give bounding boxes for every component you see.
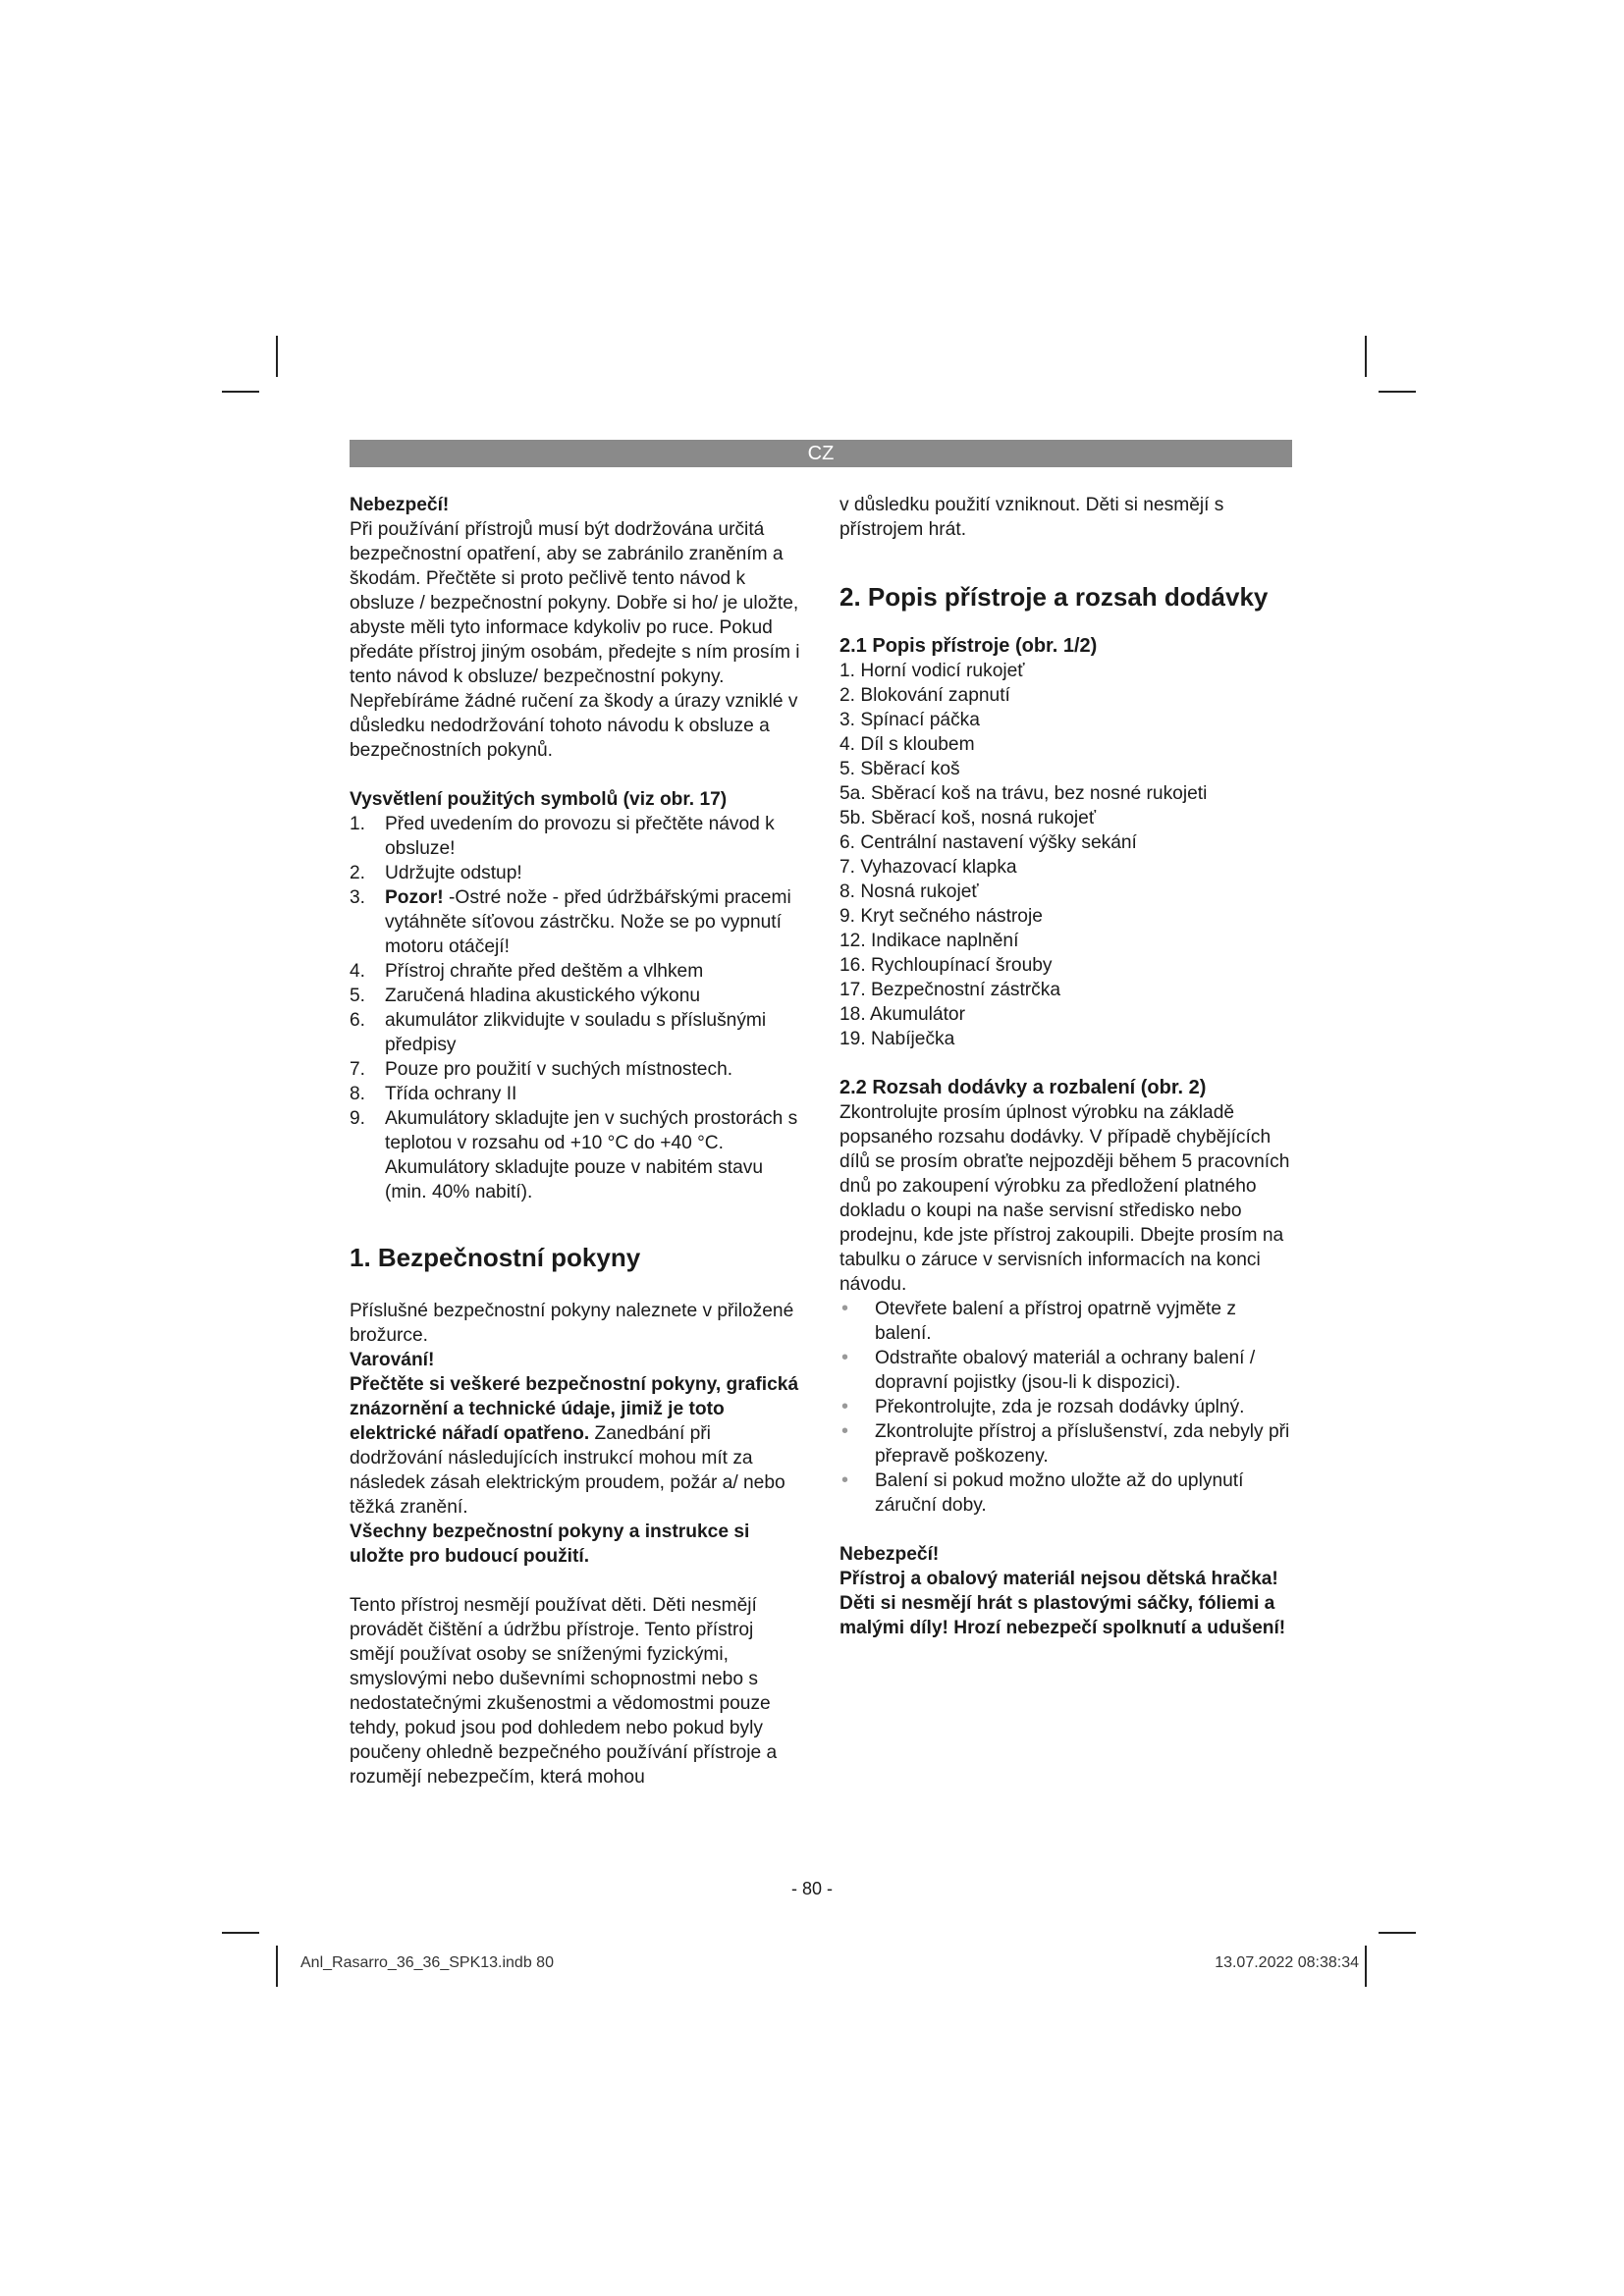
symbol-text: Pouze pro použití v suchých místnostech. xyxy=(385,1059,733,1080)
symbol-number: 1. xyxy=(350,814,366,834)
part-item: 4. Díl s kloubem xyxy=(839,734,975,755)
part-item: 2. Blokování zapnutí xyxy=(839,685,1010,706)
part-item: 7. Vyhazovací klapka xyxy=(839,857,1017,878)
subsection-2-2-text: Zkontrolujte prosím úplnost výrobku na základě popsaného rozsahu dodávky. V případě chybějících dílů se prosím obraťte nejpozději během 5 pracovních dnů po zakoupení výrobku za předložení platného dokladu o koupi na naše servisní středisko nebo prodejnu, kde jste přístroj zakoupili. Dbejte prosím na tabulku o záruce v servisních informacích na konci návodu. xyxy=(839,1102,1290,1295)
part-item: 8. Nosná rukojeť xyxy=(839,881,979,902)
right-column xyxy=(839,493,1296,1640)
warning-bold-text: Přečtěte si veškeré bezpečnostní pokyny, grafická znázornění a technické údaje, jimiž je toto elektrické nářadí opatřeno. xyxy=(350,1374,799,1444)
bullet-item xyxy=(839,1346,1296,1395)
bullet-text: Otevřete balení a přístroj opatrně vyjměte z balení. xyxy=(875,1299,1236,1344)
danger-text: Při používání přístrojů musí být dodržována určitá bezpečnostní opatření, aby se zabránilo zraněním a škodám. Přečtěte si proto pečlivě tento návod k obsluze / bezpečnostní pokyny. Dobře si ho/ je uložte, abyste měli tyto informace kdykoliv po ruce. Pokud předáte přístroj jiným osobám, předejte s ním prosím i tento návod k obsluze/ bezpečnostní pokyny. Nepřebíráme žádné ručení za škody a úrazy vzniklé v důsledku nedodržování tohoto návodu k obsluze a bezpečnostních pokynů. xyxy=(350,519,800,761)
section-2-title: 2. Popis přístroje a rozsah dodávky xyxy=(839,582,1269,612)
section-1-intro: Příslušné bezpečnostní pokyny naleznete v přiložené brožurce. xyxy=(350,1301,794,1346)
bullet-icon: • xyxy=(841,1420,849,1442)
page-number: - 80 - xyxy=(790,1879,833,1898)
symbol-item xyxy=(350,1106,801,1204)
bullet-icon: • xyxy=(841,1347,849,1368)
symbol-text: Zaručená hladina akustického výkonu xyxy=(385,986,701,1006)
bullet-icon: • xyxy=(841,1396,849,1417)
symbol-number: 4. xyxy=(350,961,366,982)
bullet-item xyxy=(839,1468,1296,1518)
part-item: 19. Nabíječka xyxy=(839,1029,955,1049)
parts-list xyxy=(839,659,1296,1051)
crop-mark xyxy=(1365,1946,1367,1987)
symbol-item xyxy=(350,1057,801,1082)
symbol-text: Udržujte odstup! xyxy=(385,863,522,883)
symbol-item xyxy=(350,1082,801,1106)
symbol-text: -Ostré nože - před údržbářskými pracemi vytáhněte síťovou zástrčku. Nože se po vypnutí motoru otáčejí! xyxy=(385,887,791,957)
crop-mark xyxy=(1379,1932,1416,1934)
footer-file-name: Anl_Rasarro_36_36_SPK13.indb 80 xyxy=(300,1954,554,1971)
symbol-item xyxy=(350,1008,801,1057)
bullet-icon: • xyxy=(841,1298,849,1319)
warning-paragraph xyxy=(350,1372,801,1520)
language-bar xyxy=(350,440,1292,467)
symbol-text: Třída ochrany II xyxy=(385,1084,517,1104)
symbol-item xyxy=(350,959,801,984)
symbols-list xyxy=(350,812,801,1204)
symbol-item xyxy=(350,885,801,959)
symbol-bold-text: Pozor! xyxy=(385,887,444,908)
symbol-text: Přístroj chraňte před deštěm a vlhkem xyxy=(385,961,704,982)
warning-heading: Varování! xyxy=(350,1350,435,1370)
part-item: 18. Akumulátor xyxy=(839,1004,965,1025)
danger-2-heading: Nebezpečí! xyxy=(839,1544,940,1565)
subsection-2-1-title: 2.1 Popis přístroje (obr. 1/2) xyxy=(839,635,1098,657)
part-item: 5a. Sběrací koš na trávu, bez nosné rukojeti xyxy=(839,783,1208,804)
bullet-item xyxy=(839,1395,1296,1419)
crop-mark xyxy=(276,336,278,377)
symbol-number: 3. xyxy=(350,887,366,908)
children-text: Tento přístroj nesmějí používat děti. Děti nesmějí provádět čištění a údržbu přístroje. Tento přístroj smějí používat osoby se sníženými fyzickými, smyslovými nebo duševními schopnostmi nebo s nedostatečnými zkušenostmi a vědomostmi pouze tehdy, pokud jsou pod dohledem nebo pokud byly poučeny ohledně bezpečného používání přístroje a rozumějí nebezpečím, která mohou xyxy=(350,1595,778,1788)
unpack-bullet-list xyxy=(839,1297,1296,1518)
section-1-title: 1. Bezpečnostní pokyny xyxy=(350,1243,641,1272)
part-item: 12. Indikace naplnění xyxy=(839,931,1019,951)
keep-instructions: Všechny bezpečnostní pokyny a instrukce si uložte pro budoucí použití. xyxy=(350,1522,750,1567)
part-item: 9. Kryt sečného nástroje xyxy=(839,906,1043,927)
bullet-text: Překontrolujte, zda je rozsah dodávky úplný. xyxy=(875,1397,1245,1417)
part-item: 5. Sběrací koš xyxy=(839,759,960,779)
symbol-number: 7. xyxy=(350,1059,366,1080)
language-label: CZ xyxy=(807,443,835,464)
part-item: 17. Bezpečnostní zástrčka xyxy=(839,980,1061,1000)
bullet-item xyxy=(839,1297,1296,1346)
part-item: 5b. Sběrací koš, nosná rukojeť xyxy=(839,808,1097,828)
symbol-number: 8. xyxy=(350,1084,366,1104)
danger-2-text: Přístroj a obalový materiál nejsou dětská hračka! Děti si nesmějí hrát s plastovými sáčky, fóliemi a malými díly! Hrozí nebezpečí spolknutí a udušení! xyxy=(839,1569,1286,1638)
crop-mark xyxy=(276,1946,278,1987)
continued-text: v důsledku použití vzniknout. Děti si nesmějí s přístrojem hrát. xyxy=(839,495,1224,540)
part-item: 16. Rychloupínací šrouby xyxy=(839,955,1053,976)
crop-mark xyxy=(1379,391,1416,393)
symbol-text: Před uvedením do provozu si přečtěte návod k obsluze! xyxy=(385,814,775,859)
part-item: 6. Centrální nastavení výšky sekání xyxy=(839,832,1137,853)
left-column xyxy=(350,493,801,1789)
symbol-text: akumulátor zlikvidujte v souladu s příslušnými předpisy xyxy=(385,1010,767,1055)
symbol-number: 2. xyxy=(350,863,366,883)
bullet-text: Zkontrolujte přístroj a příslušenství, zda nebyly při přepravě poškozeny. xyxy=(875,1421,1290,1467)
crop-mark xyxy=(222,1932,259,1934)
symbol-number: 9. xyxy=(350,1108,366,1129)
crop-mark xyxy=(222,391,259,393)
symbol-item xyxy=(350,812,801,861)
part-item: 3. Spínací páčka xyxy=(839,710,980,730)
symbols-heading: Vysvětlení použitých symbolů (viz obr. 17) xyxy=(350,789,728,810)
warning-text: Zanedbání při dodržování následujících instrukcí mohou mít za následek zásah elektrickým proudem, požár a/ nebo těžká zranění. xyxy=(350,1423,785,1518)
subsection-2-2-title: 2.2 Rozsah dodávky a rozbalení (obr. 2) xyxy=(839,1077,1207,1098)
bullet-text: Balení si pokud možno uložte až do uplynutí záruční doby. xyxy=(875,1470,1244,1516)
symbol-text: Akumulátory skladujte jen v suchých prostorách s teplotou v rozsahu od +10 °C do +40 °C. Akumulátory skladujte pouze v nabitém stavu (min. 40% nabití). xyxy=(385,1108,798,1202)
symbol-item xyxy=(350,984,801,1008)
symbol-item xyxy=(350,861,801,885)
bullet-text: Odstraňte obalový materiál a ochrany balení / dopravní pojistky (jsou-li k dispozici). xyxy=(875,1348,1256,1393)
danger-heading: Nebezpečí! xyxy=(350,495,450,515)
symbol-number: 5. xyxy=(350,986,366,1006)
bullet-item xyxy=(839,1419,1296,1468)
symbol-number: 6. xyxy=(350,1010,366,1031)
crop-mark xyxy=(1365,336,1367,377)
footer-datetime: 13.07.2022 08:38:34 xyxy=(1215,1954,1359,1971)
bullet-icon: • xyxy=(841,1469,849,1491)
part-item: 1. Horní vodicí rukojeť xyxy=(839,661,1025,681)
